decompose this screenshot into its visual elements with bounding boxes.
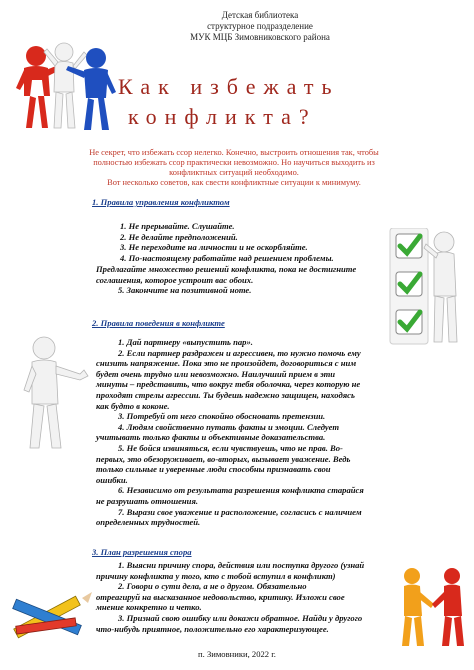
- intro-line: Вот несколько советов, как свести конфликтные ситуации к минимуму.: [107, 178, 361, 187]
- footer-place-year: п. Зимовники, 2022 г.: [198, 649, 276, 659]
- section1-paragraph: [96, 264, 356, 296]
- section2-list: [96, 337, 364, 528]
- rule-line: минуты – представить, что вокруг тебя оболочка, через которую не: [96, 379, 361, 390]
- checkbox-icon: [396, 272, 422, 296]
- rule-item: 2. Не делайте предположений.: [120, 231, 238, 242]
- title-line: Как избежать: [118, 74, 340, 99]
- rule-item: 1. Не прерывайте. Слушайте.: [120, 221, 235, 231]
- rule-line: первых, это обезоруживает, во-вторых, вызывает уважение. Ведь: [96, 453, 351, 464]
- intro-line: Не секрет, что избежать ссор нелегко. Конечно, выстроить отношения так, чтобы: [89, 148, 379, 157]
- rule-line: 5. Закончите на позитивной ноте.: [118, 285, 252, 296]
- header-line: структурное подразделение: [207, 21, 313, 31]
- rule-line: 3. Потребуй от него спокойно обосновать претензии.: [118, 411, 326, 422]
- checkbox-icon: [396, 310, 422, 334]
- rule-line: соглашения, которое устроит вас обоих.: [96, 274, 254, 285]
- rule-line: отреагируй на высказанное недовольство, критику. Изложи свое: [96, 591, 345, 602]
- section3-list: [96, 560, 364, 634]
- red-figure: [432, 568, 464, 646]
- intro-line: полностью избежать ссор практически невозможно. Но научиться выходить из: [93, 158, 375, 167]
- rule-line: учитывать только факты и объективные доказательства.: [96, 432, 326, 443]
- section1-list: [120, 221, 334, 263]
- white-figure: [44, 43, 87, 128]
- pencils-illustration: [6, 586, 96, 648]
- white-figure: [424, 232, 457, 342]
- rule-line: 2. Если партнер раздражен и агрессивен, то нужно помочь ему: [118, 347, 361, 358]
- rule-item: 4. По-настоящему работайте над решением проблемы.: [120, 252, 334, 263]
- rule-line: мнение конкретно и четко.: [96, 602, 202, 613]
- checkbox-icon: [396, 234, 422, 258]
- rule-line: ошибки.: [96, 474, 128, 485]
- rule-line: 1. Выясни причину спора, действия или поступка другого (узнай: [118, 560, 365, 570]
- rule-line: 2. Говори о сути дела, а не о другом. Обязательно: [118, 581, 307, 592]
- checklist-figure-illustration: [384, 228, 466, 346]
- rule-line: как будто в коконе.: [96, 400, 170, 411]
- rule-line: проходят стрелы агрессии. Ты будешь надежно защищен, находясь: [96, 389, 355, 400]
- rule-line: 5. Не бойся извиняться, если чувствуешь, что не прав. Во-: [118, 442, 343, 453]
- rule-line: 7. Вырази свое уважение и расположение, согласись с наличием: [118, 506, 362, 517]
- header-line: Детская библиотека: [221, 10, 299, 20]
- rule-line: снизить напряжение. Пока это не произойдет, договориться с ним: [96, 358, 357, 369]
- rule-line: 1. Дай партнеру «выпустить пар».: [118, 337, 253, 347]
- orange-figure: [402, 568, 434, 646]
- rule-item: 3. Не переходите на личности и не оскорбляйте.: [120, 242, 308, 253]
- rule-line: не разрушать отношения.: [96, 495, 199, 506]
- rule-line: 3. Признай свою ошибку или докажи обратное. Найди у другого: [118, 612, 363, 623]
- page-title: [118, 72, 340, 132]
- section3-title: 3. План разрешения спора: [92, 547, 192, 557]
- library-header: [160, 10, 360, 43]
- handshake-illustration: [396, 566, 470, 648]
- rule-line: что-нибудь приятное, положительно его характеризующее.: [96, 623, 329, 634]
- rule-line: будет очень трудно или невозможно. Наилучший прием в эти: [96, 368, 336, 379]
- intro-line: конфликтных ситуаций необходимо.: [169, 168, 299, 177]
- rule-line: 6. Независимо от результата разрешения конфликта старайся: [118, 485, 364, 496]
- section1-title: 1. Правила управления конфликтом: [92, 197, 230, 207]
- section2-title: 2. Правила поведения в конфликте: [92, 318, 225, 328]
- rule-line: только сильные и уверенные люди способны признавать свои: [96, 464, 331, 475]
- explaining-figure-illustration: [14, 334, 92, 454]
- intro-paragraph: [64, 148, 404, 188]
- rule-line: определенных трудностей.: [96, 517, 201, 528]
- rule-line: причину конфликта у того, кто с тобой вступил в конфликт): [96, 570, 336, 581]
- header-line: МУК МЦБ Зимовниковского района: [190, 32, 330, 42]
- rule-line: 4. Людям свойственно путать факты и эмоции. Следует: [118, 421, 340, 432]
- title-line: конфликта?: [128, 104, 317, 129]
- conflict-figures-illustration: [6, 36, 122, 136]
- rule-line: Предлагайте множество решений конфликта, пока не достигните: [96, 264, 357, 274]
